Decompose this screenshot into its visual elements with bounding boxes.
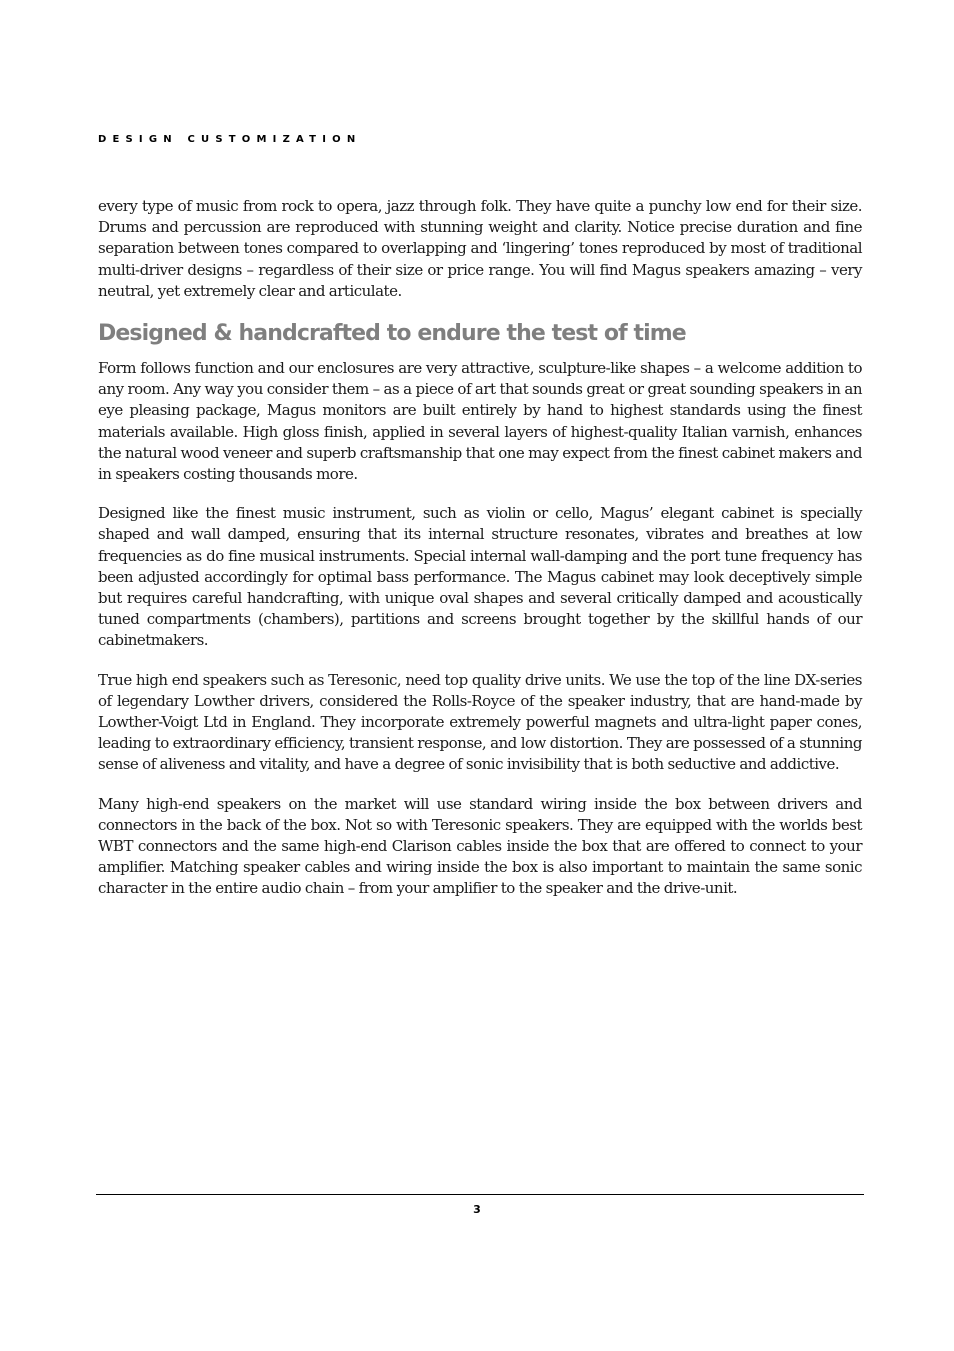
paragraph-drive-units: True high end speakers such as Teresonic, need top quality drive units. We use the top of the line DX-series of legendary Lowther drivers, considered the Rolls-Royce of the speaker industry, that are hand-made by Lowther-Voigt Ltd in England. They incorporate extremely powerful magnets and ultra-light paper cones, leading to extraordinary efficiency, transient response, and low distortion. They are possessed of a stunning sense of aliveness and vitality, and have a degree of sonic invisibility that is both seductive and addictive. (98, 670, 862, 774)
section-heading: Designed & handcrafted to endure the test of time (98, 321, 686, 347)
running-header: DESIGN CUSTOMIZATION (98, 134, 362, 145)
footer-divider (96, 1194, 864, 1195)
paragraph-wiring-connectors: Many high-end speakers on the market will use standard wiring inside the box between drivers and connectors in the back of the box. Not so with Teresonic speakers. They are equipped with the worlds best WBT connectors and the same high-end Clarison cables inside the box that are offered to connect to your amplifier. Matching speaker cables and wiring inside the box is also important to maintain the same sonic character in the entire audio chain – from your amplifier to the speaker and the drive-unit. (98, 794, 862, 898)
page-body (98, 196, 862, 918)
paragraph-enclosure-design: Form follows function and our enclosures are very attractive, sculpture-like shapes – a welcome addition to any room. Any way you consider them – as a piece of art that sounds great or great sounding speakers in an eye pleasing package, Magus monitors are built entirely by hand to highest standards using the finest materials available. High gloss finish, applied in several layers of highest-quality Italian varnish, enhances the natural wood veneer and superb craftsmanship that one may expect from the finest cabinet makers and in speakers costing thousands more. (98, 359, 862, 484)
page-number: 3 (473, 1203, 481, 1216)
intro-paragraph: every type of music from rock to opera, jazz through folk. They have quite a punchy low end for their size. Drums and percussion are reproduced with stunning weight and clarity. Notice precise duration and fine separation between tones compared to overlapping and ‘lingering’ tones reproduced by most of traditional multi-driver designs – regardless of their size or price range. You will find Magus speakers amazing – very neutral, yet extremely clear and articulate. (98, 197, 862, 300)
paragraph-cabinet-construction: Designed like the finest music instrument, such as violin or cello, Magus’ elegant cabinet is specially shaped and wall damped, ensuring that its internal structure resonates, vibrates and breathes at low frequencies as do fine musical instruments. Special internal wall-damping and the port tune frequency has been adjusted accordingly for optimal bass performance. The Magus cabinet may look deceptively simple but requires careful handcrafting, with unique oval shapes and several critically damped and acoustically tuned compartments (chambers), partitions and screens brought together by the skillful hands of our cabinetmakers. (98, 504, 862, 650)
